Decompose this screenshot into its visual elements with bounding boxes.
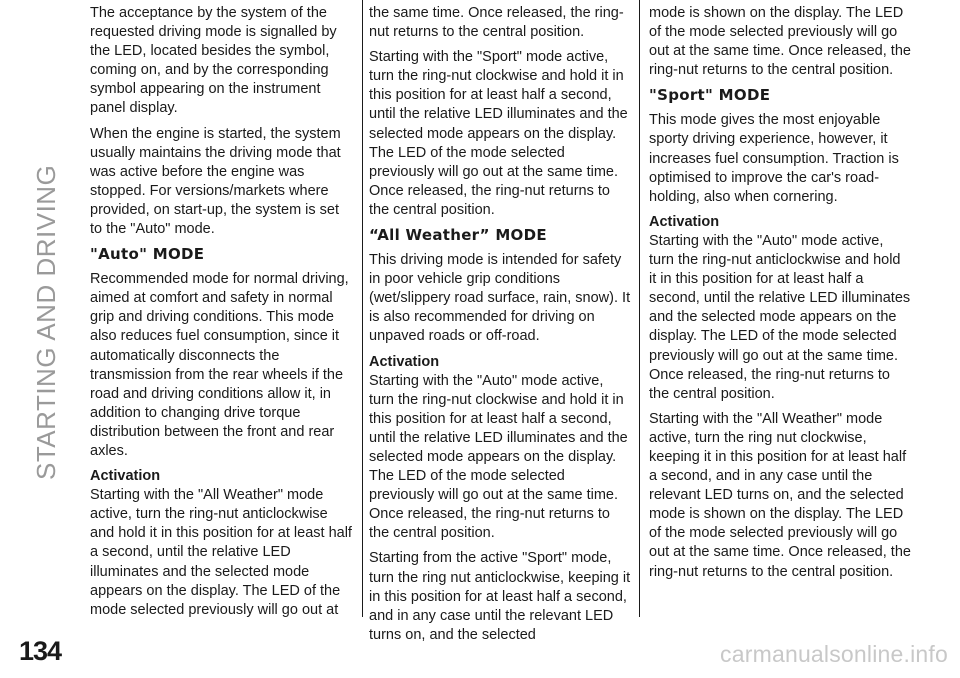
paragraph: Starting from the active "Sport" mode, turn the ring nut anticlockwise, keeping it in this position for at least half a second, and in any case until the relevant LED turns on, and the selected xyxy=(369,550,631,643)
subheading-activation: Activation xyxy=(90,468,161,485)
paragraph: When the engine is started, the system usually maintains the driving mode that was active before the engine was stopped. For versions/markets where provided, on start-up, the system is set to the "Auto" mode. xyxy=(90,125,341,238)
paragraph: This mode gives the most enjoyable sporty driving experience, however, it increases fuel consumption. Traction is optimised to improve the car's road-holding, also when cornering. xyxy=(649,112,899,205)
paragraph: Starting with the "Sport" mode active, turn the ring-nut clockwise and hold it in this position for at least half a second, until the relative LED illuminates and the selected mode appears on the display. The LED of the mode selected previously will go out at the same time. Once released, the ring-nut returns to the central position. xyxy=(369,49,628,218)
paragraph: Starting with the "Auto" mode active, turn the ring-nut anticlockwise and hold it in this position for at least half a second, until the relative LED illuminates and the selected mode appears on the display. The LED of the mode selected previously will go out at the same time. Once released, the ring-nut returns to the central position. xyxy=(649,232,911,402)
paragraph: Starting with the "Auto" mode active, turn the ring-nut clockwise and hold it in this position for at least half a second, until the relative LED illuminates and the selected mode appears on the display. The LED of the mode selected previously will go out at the same time. Once released, the ring-nut returns to the central position. xyxy=(369,372,628,542)
text-column-3 xyxy=(649,4,911,588)
text-column-1 xyxy=(90,4,352,626)
column-divider xyxy=(362,0,363,617)
text-column-2 xyxy=(369,4,631,651)
page-number: 134 xyxy=(19,636,62,666)
section-heading-auto: "Auto" MODE xyxy=(90,245,205,264)
watermark: carmanualsonline.info xyxy=(720,641,948,667)
subheading-activation: Activation xyxy=(649,213,720,230)
column-divider xyxy=(639,0,640,617)
paragraph: Starting with the "All Weather" mode active, turn the ring-nut anticlockwise and hold it in this position for at least half a second, until the relative LED illuminates and the selected mode appears on the display. The LED of the mode selected previously will go out at xyxy=(90,487,352,618)
paragraph: mode is shown on the display. The LED of the mode selected previously will go out at the same time. Once released, the ring-nut returns to the central position. xyxy=(649,5,911,79)
subheading-activation: Activation xyxy=(369,353,440,370)
paragraph: Starting with the "All Weather" mode active, turn the ring nut clockwise, keeping it in this position for at least half a second, and in any case until the relevant LED turns on, and the selected mode is shown on the display. The LED of the mode selected previously will go out at the same time. Once released, the ring-nut returns to the central position. xyxy=(649,410,911,580)
paragraph: The acceptance by the system of the requested driving mode is signalled by the LED, located besides the symbol, coming on, and by the corresponding symbol appearing on the instrument panel display. xyxy=(90,5,337,117)
paragraph: This driving mode is intended for safety in poor vehicle grip conditions (wet/slippery road surface, rain, snow). It is also recommended for driving on unpaved roads or off-road. xyxy=(369,252,631,345)
section-side-title: STARTING AND DRIVING xyxy=(31,164,61,480)
paragraph: the same time. Once released, the ring-nut returns to the central position. xyxy=(369,5,624,41)
section-heading-all-weather: “All Weather” MODE xyxy=(369,226,547,245)
section-heading-sport: "Sport" MODE xyxy=(649,86,771,105)
paragraph: Recommended mode for normal driving, aimed at comfort and safety in normal grip and driving conditions. This mode also reduces fuel consumption, since it automatically disconnects the transmission from the rear wheels if the road and driving conditions allow it, in addition to changing drive torque distribution between the front and rear axles. xyxy=(90,271,349,459)
